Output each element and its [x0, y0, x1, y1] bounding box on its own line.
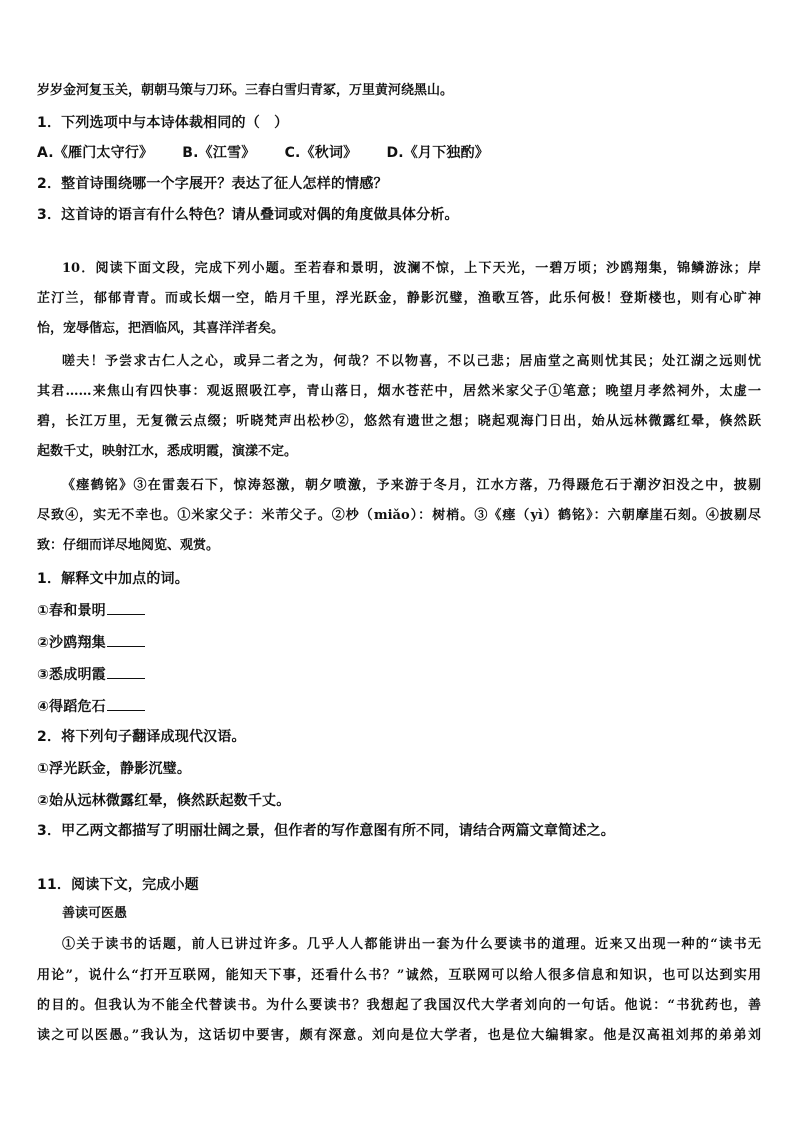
q11-title: 善读可医愚 [62, 906, 128, 921]
q10-para2-line1: 嗟夫！予尝求古仁人之心，或异二者之为，何哉？不以物喜，不以己悲；居庙堂之高则忧其民；处江湖之远则忧 [62, 354, 761, 369]
option-b: B.《江雪》 [182, 145, 256, 161]
q10-para3-line1: 《瘗鹤铭》③在雷轰石下，惊涛怒激，朝夕喷激，予来游于冬月，江水方落，乃得蹑危石于潮汐汩没之中，披剔 [62, 478, 761, 493]
q10-para3-line3: 致：仔细而详尽地阅览、观赏。 [37, 538, 220, 553]
answer-blank[interactable] [107, 666, 145, 679]
poem-line: 岁岁金河复玉关，朝朝马策与刀环。三春白雪归青冢，万里黄河绕黑山。 [37, 83, 454, 98]
q10-para3-line2: 尽致④，实无不幸也。①米家父子：米芾父子。②杪（miǎo）：树梢。③《瘗（yì）鹤铭》：六朝摩崖石刻。④披剔尽 [37, 508, 761, 523]
q11-para1-line4: 读之可以医愚。”我认为，这话切中要害，颇有深意。刘向是位大学者，也是位大编辑家。他是汉高祖刘邦的弟弟刘 [37, 1028, 761, 1043]
answer-blank[interactable] [107, 602, 145, 615]
q10-sub-2: 2．将下列句子翻译成现代汉语。 [37, 729, 246, 745]
q9-question-1: 1．下列选项中与本诗体裁相同的（ ） [37, 115, 289, 131]
word-item: ②沙鸥翔集 [37, 632, 761, 654]
option-a: A.《雁门太守行》 [37, 145, 154, 161]
q10-para1-line2: 芷汀兰，郁郁青青。而或长烟一空，皓月千里，浮光跃金，静影沉璧，渔歌互答，此乐何极！登斯楼也，则有心旷神 [37, 291, 761, 306]
q11-head: 11．阅读下文，完成小题 [37, 877, 199, 893]
q11-para1-line3: 的目的。但我认为不能全代替读书。为什么要读书？我想起了我国汉代大学者刘向的一句话。他说：“书犹药也，善 [37, 998, 761, 1013]
option-c: C.《秋词》 [284, 145, 358, 161]
sentence-item: ①浮光跃金，静影沉璧。 [37, 761, 192, 777]
q11-para1-line1: ①关于读书的话题，前人已讲过许多。几乎人人都能讲出一套为什么要读书的道理。近来又出现一种的“读书无 [62, 937, 761, 952]
q9-options [37, 142, 761, 164]
answer-blank[interactable] [107, 634, 145, 647]
q11-para1-line2: 用论”，说什么“打开互联网，能知天下事，还看什么书？”诚然，互联网可以给人很多信息和知识，也可以达到实用 [37, 968, 761, 983]
word-item: ③悉成明霞 [37, 664, 761, 686]
q9-question-3: 3．这首诗的语言有什么特色？请从叠词或对偶的角度做具体分析。 [37, 207, 459, 223]
option-d: D.《月下独酌》 [386, 145, 489, 161]
q10-para1-line3: 怡，宠辱偕忘，把酒临风，其喜洋洋者矣。 [37, 321, 285, 336]
q10-para1-line1: 10．阅读下面文段，完成下列小题。至若春和景明，波澜不惊，上下天光，一碧万顷；沙鸥翔集，锦鳞游泳；岸 [62, 261, 761, 276]
q10-para2-line2: 其君……来焦山有四快事：观返照吸江亭，青山落日，烟水苍茫中，居然米家父子①笔意；晚望月孝然祠外，太虚一 [37, 384, 761, 399]
answer-blank[interactable] [107, 698, 145, 711]
q10-sub-3: 3．甲乙两文都描写了明丽壮阔之景，但作者的写作意图有所不同，请结合两篇文章简述之。 [37, 823, 615, 839]
word-item: ④得蹈危石 [37, 696, 761, 718]
q9-question-2: 2．整首诗围绕哪一个字展开？表达了征人怎样的情感？ [37, 176, 388, 192]
q10-sub-1: 1．解释文中加点的词。 [37, 571, 189, 587]
word-item: ①春和景明 [37, 600, 761, 622]
q10-para2-line4: 起数千丈，映射江水，悉成明霞，演漾不定。 [37, 444, 298, 459]
q10-para2-line3: 碧，长江万里，无复微云点缀；听晓梵声出松杪②，悠然有遗世之想；晓起观海门日出，始从远林微露红晕，倏然跃 [37, 414, 761, 429]
sentence-item: ②始从远林微露红晕，倏然跃起数千丈。 [37, 793, 291, 809]
